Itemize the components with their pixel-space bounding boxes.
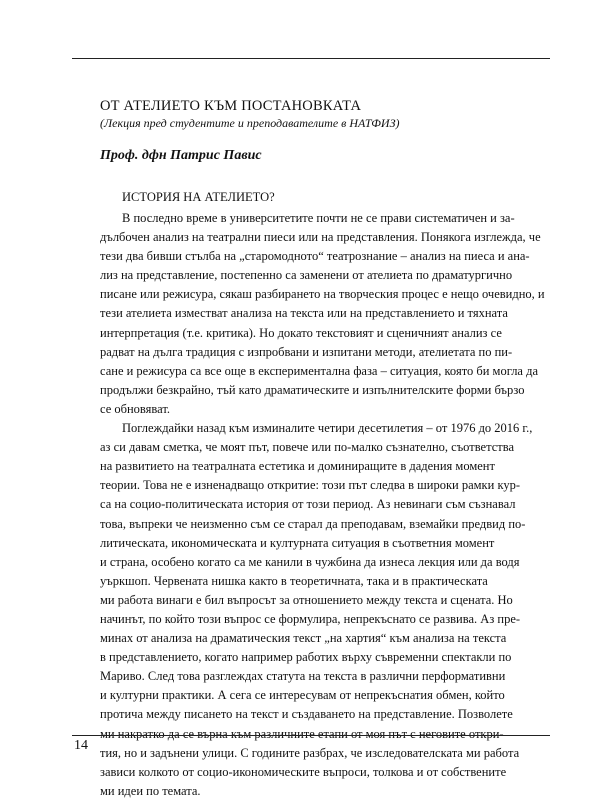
text-line: протича между писането на текст и създаването на представление. Позволете <box>100 707 513 722</box>
text-line: писане или режисура, сякаш разбирането на творческия процес е нещо очевидно, и <box>100 287 545 302</box>
text-line: теории. Това не е изненадващо откритие: този път следва в широки рамки кур- <box>100 478 521 493</box>
text-line: начинът, по който този въпрос се формулира, непрекъснато се развива. Аз пре- <box>100 611 521 626</box>
text-line: и страна, особено когато са ме канили в чужбина да изнеса лекция или да водя <box>100 554 520 569</box>
section-heading: ИСТОРИЯ НА АТЕЛИЕТО? <box>122 190 275 204</box>
text-line: са на социо-политическата история от този период. Аз невинаги съм съзнавал <box>100 497 516 512</box>
top-rule <box>72 58 550 59</box>
article-title: ОТ АТЕЛИЕТО КЪМ ПОСТАНОВКАТА <box>100 98 362 114</box>
text-line: тия, но и задънени улици. С годините разбрах, че изследователската ми работа <box>100 745 520 760</box>
text-line: Мариво. След това разглеждах статута на текста в различни перформативни <box>100 669 506 684</box>
text-line: минах от анализа на драматическия текст „на хартия“ към анализа на текста <box>100 631 507 646</box>
text-line: литическата, икономическата и културната ситуация в съответния момент <box>100 535 495 550</box>
bottom-rule <box>72 735 550 736</box>
text-line: сане и режисура са все още в експериментална фаза – ситуация, която би могла да <box>100 363 539 378</box>
text-line: тези два бивши стълба на „старомодното“ театрознание – анализ на пиеса и ана- <box>100 249 530 264</box>
author-name: Проф. дфн Патрис Павис <box>100 148 262 163</box>
text-line: радват на дълга традиция с изпробвани и изпитани методи, ателиетата по пи- <box>100 344 513 359</box>
text-line: дълбочен анализ на театрални пиеси или на представления. Понякога изглежда, че <box>100 230 541 245</box>
text-line: се обновяват. <box>100 401 171 416</box>
text-line: и културни практики. А сега се интересувам от непрекъснатия обмен, който <box>100 688 505 703</box>
article-subtitle: (Лекция пред студентите и преподавателите в НАТФИЗ) <box>100 116 400 130</box>
text-line: ми работа винаги е бил въпросът за отношението между текста и сцената. Но <box>100 592 513 607</box>
text-line: ми идеи по темата. <box>100 783 201 798</box>
text-line: уъркшоп. Червената нишка както в теоретичната, така и в практическата <box>100 573 488 588</box>
text-line: аз си давам сметка, че моят път, повече или по-малко съзнателно, съответства <box>100 440 514 455</box>
text-line: В последно време в университетите почти не се прави систематичен и за- <box>122 211 515 225</box>
text-line: зависи колкото от социо-икономическите въпроси, толкова и от собствените <box>100 764 507 779</box>
text-line: интерпретация (т.е. критика). Но докато текстовият и сценичният анализ се <box>100 325 502 340</box>
text-line: продължи безкрайно, тъй като драматическите и изпълнителските форми бързо <box>100 382 525 397</box>
text-line: Поглеждайки назад към изминалите четири десетилетия – от 1976 до 2016 г., <box>122 421 533 436</box>
page-number: 14 <box>74 738 88 753</box>
text-line: лиз на представление, постепенно са заменени от ателиета по драматургично <box>100 268 513 283</box>
text-line: в представлението, когато например работих върху съвременни спектакли по <box>100 650 512 665</box>
text-line: това, въпреки че неизменно съм се старал да преподавам, вземайки предвид по- <box>100 516 526 531</box>
text-line: тези ателиета изместват анализа на текста или на представлението и тяхната <box>100 306 508 321</box>
text-line: на развитието на театралната естетика и доминиращите в дадения момент <box>100 459 495 474</box>
text-line: ми накратко да се върна към различните етапи от моя път с неговите откри- <box>100 726 504 741</box>
body-text <box>100 209 550 801</box>
